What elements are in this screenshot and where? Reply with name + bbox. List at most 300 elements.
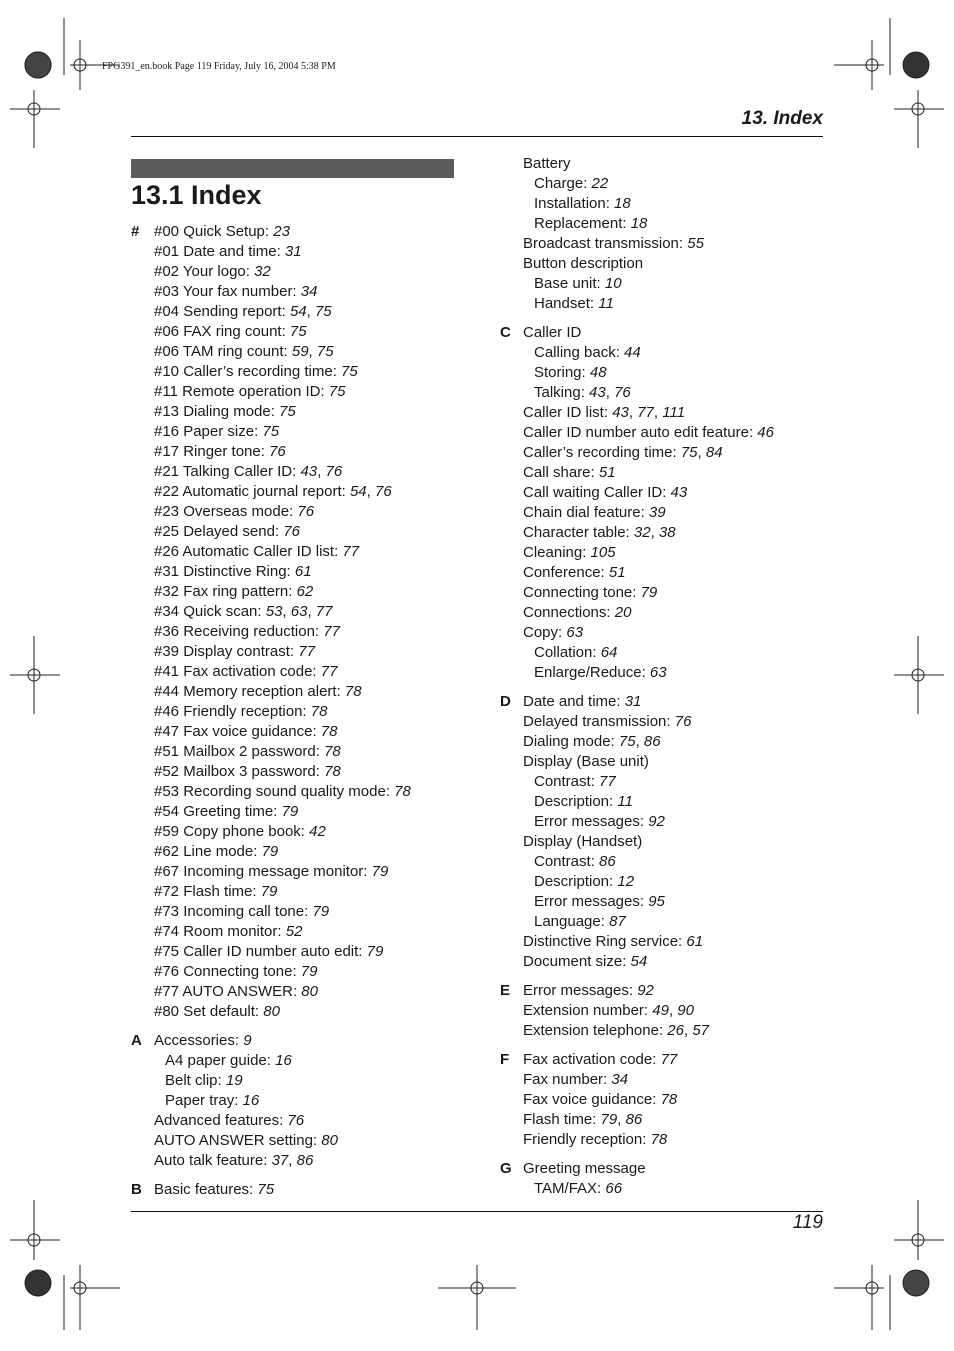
page-ref-link[interactable]: 75 [316,343,334,360]
index-subentry [523,294,774,314]
index-entry [154,762,411,782]
index-letter: # [131,223,140,240]
entry-text: Fax voice guidance: [523,1091,661,1108]
index-column-left [131,222,411,1209]
page-ref-link[interactable]: 90 [677,1002,694,1019]
page-ref-link[interactable]: 78 [310,703,328,720]
entry-text: Basic features: [154,1181,258,1198]
index-entry [154,362,411,382]
page-ref-link[interactable]: 62 [296,583,314,600]
page-ref-link[interactable]: 77 [637,404,654,421]
entry-text: Display (Base unit) [523,753,649,770]
page-ref-link[interactable]: 78 [320,723,338,740]
entry-text: Auto talk feature: [154,1152,272,1169]
entry-text: #10 Caller’s recording time: [154,363,342,380]
index-entry [154,222,411,242]
index-subentry [523,872,774,892]
index-subentry [523,363,774,383]
page-ref-link[interactable]: 20 [614,604,632,621]
index-group [131,222,411,1022]
entry-text: Description: [534,873,618,890]
page-ref-link[interactable]: 75 [257,1181,275,1198]
page-ref-link[interactable]: 32 [254,263,271,280]
index-subentry [523,772,774,792]
entry-text: #36 Receiving reduction: [154,623,324,640]
index-entry: #21 Talking Caller ID: 43, 76 [154,463,343,480]
page-ref-link[interactable]: 43 [300,463,318,480]
index-letter: G [500,1160,512,1177]
page-ref-link[interactable]: 11 [598,295,614,312]
entry-text: Advanced features: [154,1112,288,1129]
index-entry [154,242,411,262]
index-group [500,1050,774,1150]
index-subentry [523,174,774,194]
entry-text: Document size: [523,953,631,970]
entry-text: Fax activation code: [523,1051,661,1068]
page-ref-link[interactable]: 77 [298,643,315,660]
entry-text: #22 Automatic journal report: [154,483,350,500]
page-ref-link[interactable]: 18 [614,195,631,212]
page-ref-link[interactable]: 86 [599,853,616,870]
entry-text: Collation: [534,644,601,661]
index-entry: #34 Quick scan: 53, 63, 77 [154,603,333,620]
entry-text: #80 Set default: [154,1003,264,1020]
page-ref-link[interactable]: 46 [757,424,774,441]
entry-text: Flash time: [523,1111,601,1128]
page-ref-link[interactable]: 54 [349,483,367,500]
page-ref-link[interactable]: 26 [667,1022,684,1039]
page-ref-link[interactable]: 78 [660,1091,678,1108]
index-letter: E [500,982,511,999]
entry-text: #17 Ringer tone: [154,443,270,460]
index-subentry [523,643,774,663]
page-ref-link[interactable]: 32 [633,524,651,541]
page-ref-link[interactable]: 76 [674,713,692,730]
page-ref-link[interactable]: 79 [260,883,278,900]
index-letter: D [500,693,511,710]
page-ref-link[interactable]: 18 [630,215,648,232]
entry-text: Fax number: [523,1071,612,1088]
index-entry [154,922,411,942]
page-ref-link[interactable]: 79 [281,803,299,820]
index-entry: Extension number: 49, 90 [523,1002,694,1019]
index-entry [523,423,774,443]
entry-text: #34 Quick scan: [154,603,266,620]
page-ref-link[interactable]: 111 [662,404,686,421]
entry-text: Installation: [534,195,615,212]
index-letter: C [500,324,511,341]
entry-text: #03 Your fax number: [154,283,301,300]
page-ref-link[interactable]: 78 [394,783,411,800]
entry-text: Charge: [534,175,592,192]
index-entry [154,962,411,982]
header-rule [131,136,823,137]
index-entry [154,842,411,862]
section-title: 13.1 Index [131,180,262,210]
entry-text: #51 Mailbox 2 password: [154,743,325,760]
chapter-title: 13. Index [741,108,823,129]
page-ref-link[interactable]: 49 [652,1002,669,1019]
entry-text: Date and time: [523,693,625,710]
page-ref-link[interactable]: 61 [294,563,312,580]
entry-text: #39 Display contrast: [154,643,299,660]
index-group [131,1031,411,1171]
index-entry [154,902,411,922]
page-ref-link[interactable]: 31 [624,693,642,710]
page-ref-link[interactable]: 63 [290,603,308,620]
index-entry [154,1180,411,1200]
index-entry [523,583,774,603]
index-subentry [154,1091,411,1111]
page-ref-link[interactable]: 39 [648,504,666,521]
index-letter: A [131,1032,142,1049]
index-column-right [500,154,774,1208]
index-group [500,981,774,1041]
page-ref-link[interactable]: 34 [611,1071,629,1088]
index-entry [523,323,774,343]
index-entry [154,742,411,762]
page-ref-link[interactable]: 75 [279,403,296,420]
page-ref-link[interactable]: 11 [617,793,633,810]
entry-text: Base unit: [534,275,605,292]
page-ref-link[interactable]: 77 [599,773,616,790]
index-subentry [523,663,774,683]
index-entry [523,603,774,623]
page-ref-link[interactable]: 9 [243,1032,252,1049]
page-ref-link[interactable]: 76 [269,443,286,460]
index-entry [154,1131,411,1151]
page-ref-link[interactable]: 66 [605,1180,623,1197]
index-entry: Character table: 32, 38 [523,524,676,541]
entry-text: #04 Sending report: [154,303,290,320]
entry-text: #31 Distinctive Ring: [154,563,295,580]
page-ref-link[interactable]: 76 [287,1112,305,1129]
entry-text: #13 Dialing mode: [154,403,280,420]
index-entry [154,322,411,342]
index-entry [154,262,411,282]
index-entry [154,722,411,742]
entry-text: #62 Line mode: [154,843,262,860]
index-entry [523,932,774,952]
index-entry [523,503,774,523]
index-entry [154,802,411,822]
page-ref-link[interactable]: 48 [589,364,607,381]
index-subentry [154,1051,411,1071]
entry-text: #41 Fax activation code: [154,663,321,680]
entry-text: #72 Flash time: [154,883,261,900]
page-ref-link[interactable]: 79 [640,584,658,601]
page-ref-link[interactable]: 16 [242,1092,260,1109]
page-ref-link[interactable]: 79 [300,963,318,980]
index-entry: #04 Sending report: 54, 75 [154,303,332,320]
page-ref-link[interactable]: 12 [617,873,635,890]
page-ref-link[interactable]: 63 [649,664,667,681]
index-entry: #06 TAM ring count: 59, 75 [154,343,334,360]
index-subentry [154,1071,411,1091]
entry-text: A4 paper guide: [165,1052,276,1069]
entry-text: #32 Fax ring pattern: [154,583,297,600]
page-ref-link[interactable]: 79 [371,863,389,880]
page-ref-link[interactable]: 44 [624,344,641,361]
page-ref-link[interactable]: 76 [374,483,392,500]
page-ref-link[interactable]: 84 [705,444,723,461]
page-ref-link[interactable]: 78 [324,763,341,780]
entry-text: #06 FAX ring count: [154,323,290,340]
entry-text: Error messages: [534,893,649,910]
entry-text: Error messages: [523,982,638,999]
index-entry [154,702,411,722]
entry-text: #74 Room monitor: [154,923,286,940]
index-entry [523,623,774,643]
entry-text: Language: [534,913,610,930]
entry-text: Copy: [523,624,567,641]
page-ref-link[interactable]: 79 [600,1111,618,1128]
page-ref-link[interactable]: 75 [341,363,358,380]
page-ref-link[interactable]: 10 [604,275,622,292]
page-ref-link[interactable]: 75 [618,733,636,750]
page-ref-link[interactable]: 53 [265,603,283,620]
entry-text: #25 Delayed send: [154,523,284,540]
entry-text: Caller ID [523,324,582,341]
footer-rule [131,1211,823,1212]
index-entry [154,622,411,642]
index-entry: Caller ID list: 43, 77, 111 [523,404,686,421]
page-ref-link[interactable]: 77 [320,663,338,680]
page-ref-link[interactable]: 51 [598,464,616,481]
page-ref-link[interactable]: 80 [321,1132,338,1149]
entry-text: #67 Incoming message monitor: [154,863,372,880]
page-ref-link[interactable]: 64 [600,644,618,661]
index-subentry: Talking: 43, 76 [534,384,631,401]
index-entry [154,1002,411,1022]
entry-text: Description: [534,793,618,810]
index-entry [154,982,411,1002]
entry-text: Caller’s recording time: [523,444,681,461]
index-entry [154,282,411,302]
entry-text: Contrast: [534,773,600,790]
entry-text: Display (Handset) [523,833,643,850]
index-entry [523,543,774,563]
page-ref-link[interactable]: 77 [323,623,340,640]
index-entry [154,782,411,802]
page-ref-link[interactable]: 75 [262,423,280,440]
page-ref-link[interactable]: 77 [315,603,333,620]
index-entry [154,822,411,842]
index-subentry [523,792,774,812]
index-entry [154,882,411,902]
index-entry [523,1159,774,1179]
index-group [500,1159,774,1199]
index-group [500,692,774,972]
page-ref-link[interactable]: 92 [637,982,654,999]
entry-text: Delayed transmission: [523,713,675,730]
page-ref-link[interactable]: 75 [328,383,346,400]
index-entry [523,1090,774,1110]
index-entry [154,1031,411,1051]
entry-text: #00 Quick Setup: [154,223,274,240]
page-ref-link[interactable]: 23 [273,223,290,240]
index-group [131,1180,411,1200]
index-entry [523,234,774,254]
page-ref-link[interactable]: 76 [297,503,315,520]
index-entry [154,1111,411,1131]
entry-text: #21 Talking Caller ID: [154,463,301,480]
index-entry [523,463,774,483]
page-ref-link[interactable]: 43 [612,404,629,421]
entry-text: Accessories: [154,1032,244,1049]
page-ref-link[interactable]: 43 [589,384,606,401]
page-ref-link[interactable]: 61 [686,933,704,950]
index-entry: #22 Automatic journal report: 54, 76 [154,483,392,500]
entry-text: Calling back: [534,344,625,361]
page-ref-link[interactable]: 86 [643,733,661,750]
index-entry: Dialing mode: 75, 86 [523,733,661,750]
index-entry [154,942,411,962]
index-subentry [523,274,774,294]
index-subentry [523,892,774,912]
entry-text: #02 Your logo: [154,263,255,280]
page-ref-link[interactable]: 76 [325,463,343,480]
index-entry: Caller’s recording time: 75, 84 [523,444,723,461]
page-ref-link[interactable]: 75 [314,303,332,320]
page-ref-link[interactable]: 77 [660,1051,678,1068]
page-ref-link[interactable]: 105 [590,544,616,561]
index-entry [523,154,774,174]
entry-text: Cleaning: [523,544,591,561]
entry-text: Extension number: [523,1002,653,1019]
entry-text: Connecting tone: [523,584,641,601]
index-entry [154,682,411,702]
entry-text: #23 Overseas mode: [154,503,298,520]
print-header: FPG391_en.book Page 119 Friday, July 16, 2004 5:38 PM [102,61,336,72]
entry-text: Battery [523,155,571,172]
page-ref-link[interactable]: 43 [670,484,688,501]
entry-text: #44 Memory reception alert: [154,683,345,700]
page-ref-link[interactable]: 16 [275,1052,292,1069]
entry-text: #54 Greeting time: [154,803,282,820]
entry-text: Conference: [523,564,609,581]
index-subentry [523,194,774,214]
page-ref-link[interactable]: 79 [366,943,384,960]
index-entry: Auto talk feature: 37, 86 [154,1152,314,1169]
entry-text: #77 AUTO ANSWER: [154,983,302,1000]
page-ref-link[interactable]: 80 [263,1003,280,1020]
entry-text: Paper tray: [165,1092,243,1109]
page-ref-link[interactable]: 22 [591,175,609,192]
page-ref-link[interactable]: 55 [687,235,704,252]
entry-text: Error messages: [534,813,649,830]
page-ref-link[interactable]: 52 [285,923,303,940]
index-entry [523,952,774,972]
entry-text: #75 Caller ID number auto edit: [154,943,367,960]
index-subentry [523,343,774,363]
page-ref-link[interactable]: 54 [630,953,648,970]
page-ref-link[interactable]: 51 [608,564,626,581]
page-ref-link[interactable]: 92 [648,813,665,830]
page-ref-link[interactable]: 57 [692,1022,709,1039]
entry-text: Handset: [534,295,599,312]
entry-text: Connections: [523,604,615,621]
index-entry [523,483,774,503]
index-entry [154,442,411,462]
entry-text: #26 Automatic Caller ID list: [154,543,343,560]
index-subentry [523,214,774,234]
index-entry [523,1130,774,1150]
entry-text: Talking: [534,384,590,401]
page-ref-link[interactable]: 19 [225,1072,243,1089]
entry-text: #59 Copy phone book: [154,823,310,840]
index-entry [154,582,411,602]
page-ref-link[interactable]: 37 [271,1152,289,1169]
index-entry [154,502,411,522]
entry-text: #16 Paper size: [154,423,263,440]
entry-text: Character table: [523,524,634,541]
entry-text: Replacement: [534,215,631,232]
index-subentry [523,912,774,932]
entry-text: #01 Date and time: [154,243,285,260]
index-subentry [523,812,774,832]
page-ref-link[interactable]: 42 [309,823,326,840]
page-ref-link[interactable]: 75 [289,323,307,340]
entry-text: Broadcast transmission: [523,235,688,252]
page-ref-link[interactable]: 59 [291,343,309,360]
index-entry [523,712,774,732]
entry-text: Storing: [534,364,590,381]
index-entry [154,562,411,582]
page-ref-link[interactable]: 80 [301,983,318,1000]
page-ref-link[interactable]: 38 [658,524,676,541]
index-entry [154,402,411,422]
page-ref-link[interactable]: 63 [566,624,584,641]
entry-text: Caller ID list: [523,404,613,421]
page-ref-link[interactable]: 86 [296,1152,314,1169]
index-entry [523,1070,774,1090]
index-entry [523,254,774,274]
entry-text: Contrast: [534,853,600,870]
page-ref-link[interactable]: 34 [300,283,318,300]
page-ref-link[interactable]: 76 [614,384,631,401]
page-ref-link[interactable]: 31 [284,243,302,260]
page-ref-link[interactable]: 78 [324,743,341,760]
index-entry [154,382,411,402]
entry-text: Call share: [523,464,599,481]
entry-text: #76 Connecting tone: [154,963,301,980]
page-ref-link[interactable]: 95 [648,893,665,910]
entry-text: #52 Mailbox 3 password: [154,763,325,780]
page-ref-link[interactable]: 86 [625,1111,643,1128]
entry-text: #47 Fax voice guidance: [154,723,321,740]
entry-text: Belt clip: [165,1072,226,1089]
index-entry [154,542,411,562]
page-ref-link[interactable]: 77 [342,543,360,560]
page-ref-link[interactable]: 78 [344,683,362,700]
index-entry [523,832,774,852]
index-entry: Extension telephone: 26, 57 [523,1022,709,1039]
entry-text: Friendly reception: [523,1131,651,1148]
page-ref-link[interactable]: 76 [283,523,300,540]
entry-text: #46 Friendly reception: [154,703,311,720]
page-ref-link[interactable]: 87 [609,913,626,930]
entry-text: TAM/FAX: [534,1180,606,1197]
index-entry [154,862,411,882]
page-ref-link[interactable]: 54 [289,303,307,320]
entry-text: Chain dial feature: [523,504,649,521]
page-ref-link[interactable]: 79 [312,903,330,920]
page-ref-link[interactable]: 79 [261,843,279,860]
page-ref-link[interactable]: 78 [650,1131,668,1148]
page-ref-link[interactable]: 75 [680,444,698,461]
index-entry [523,1050,774,1070]
